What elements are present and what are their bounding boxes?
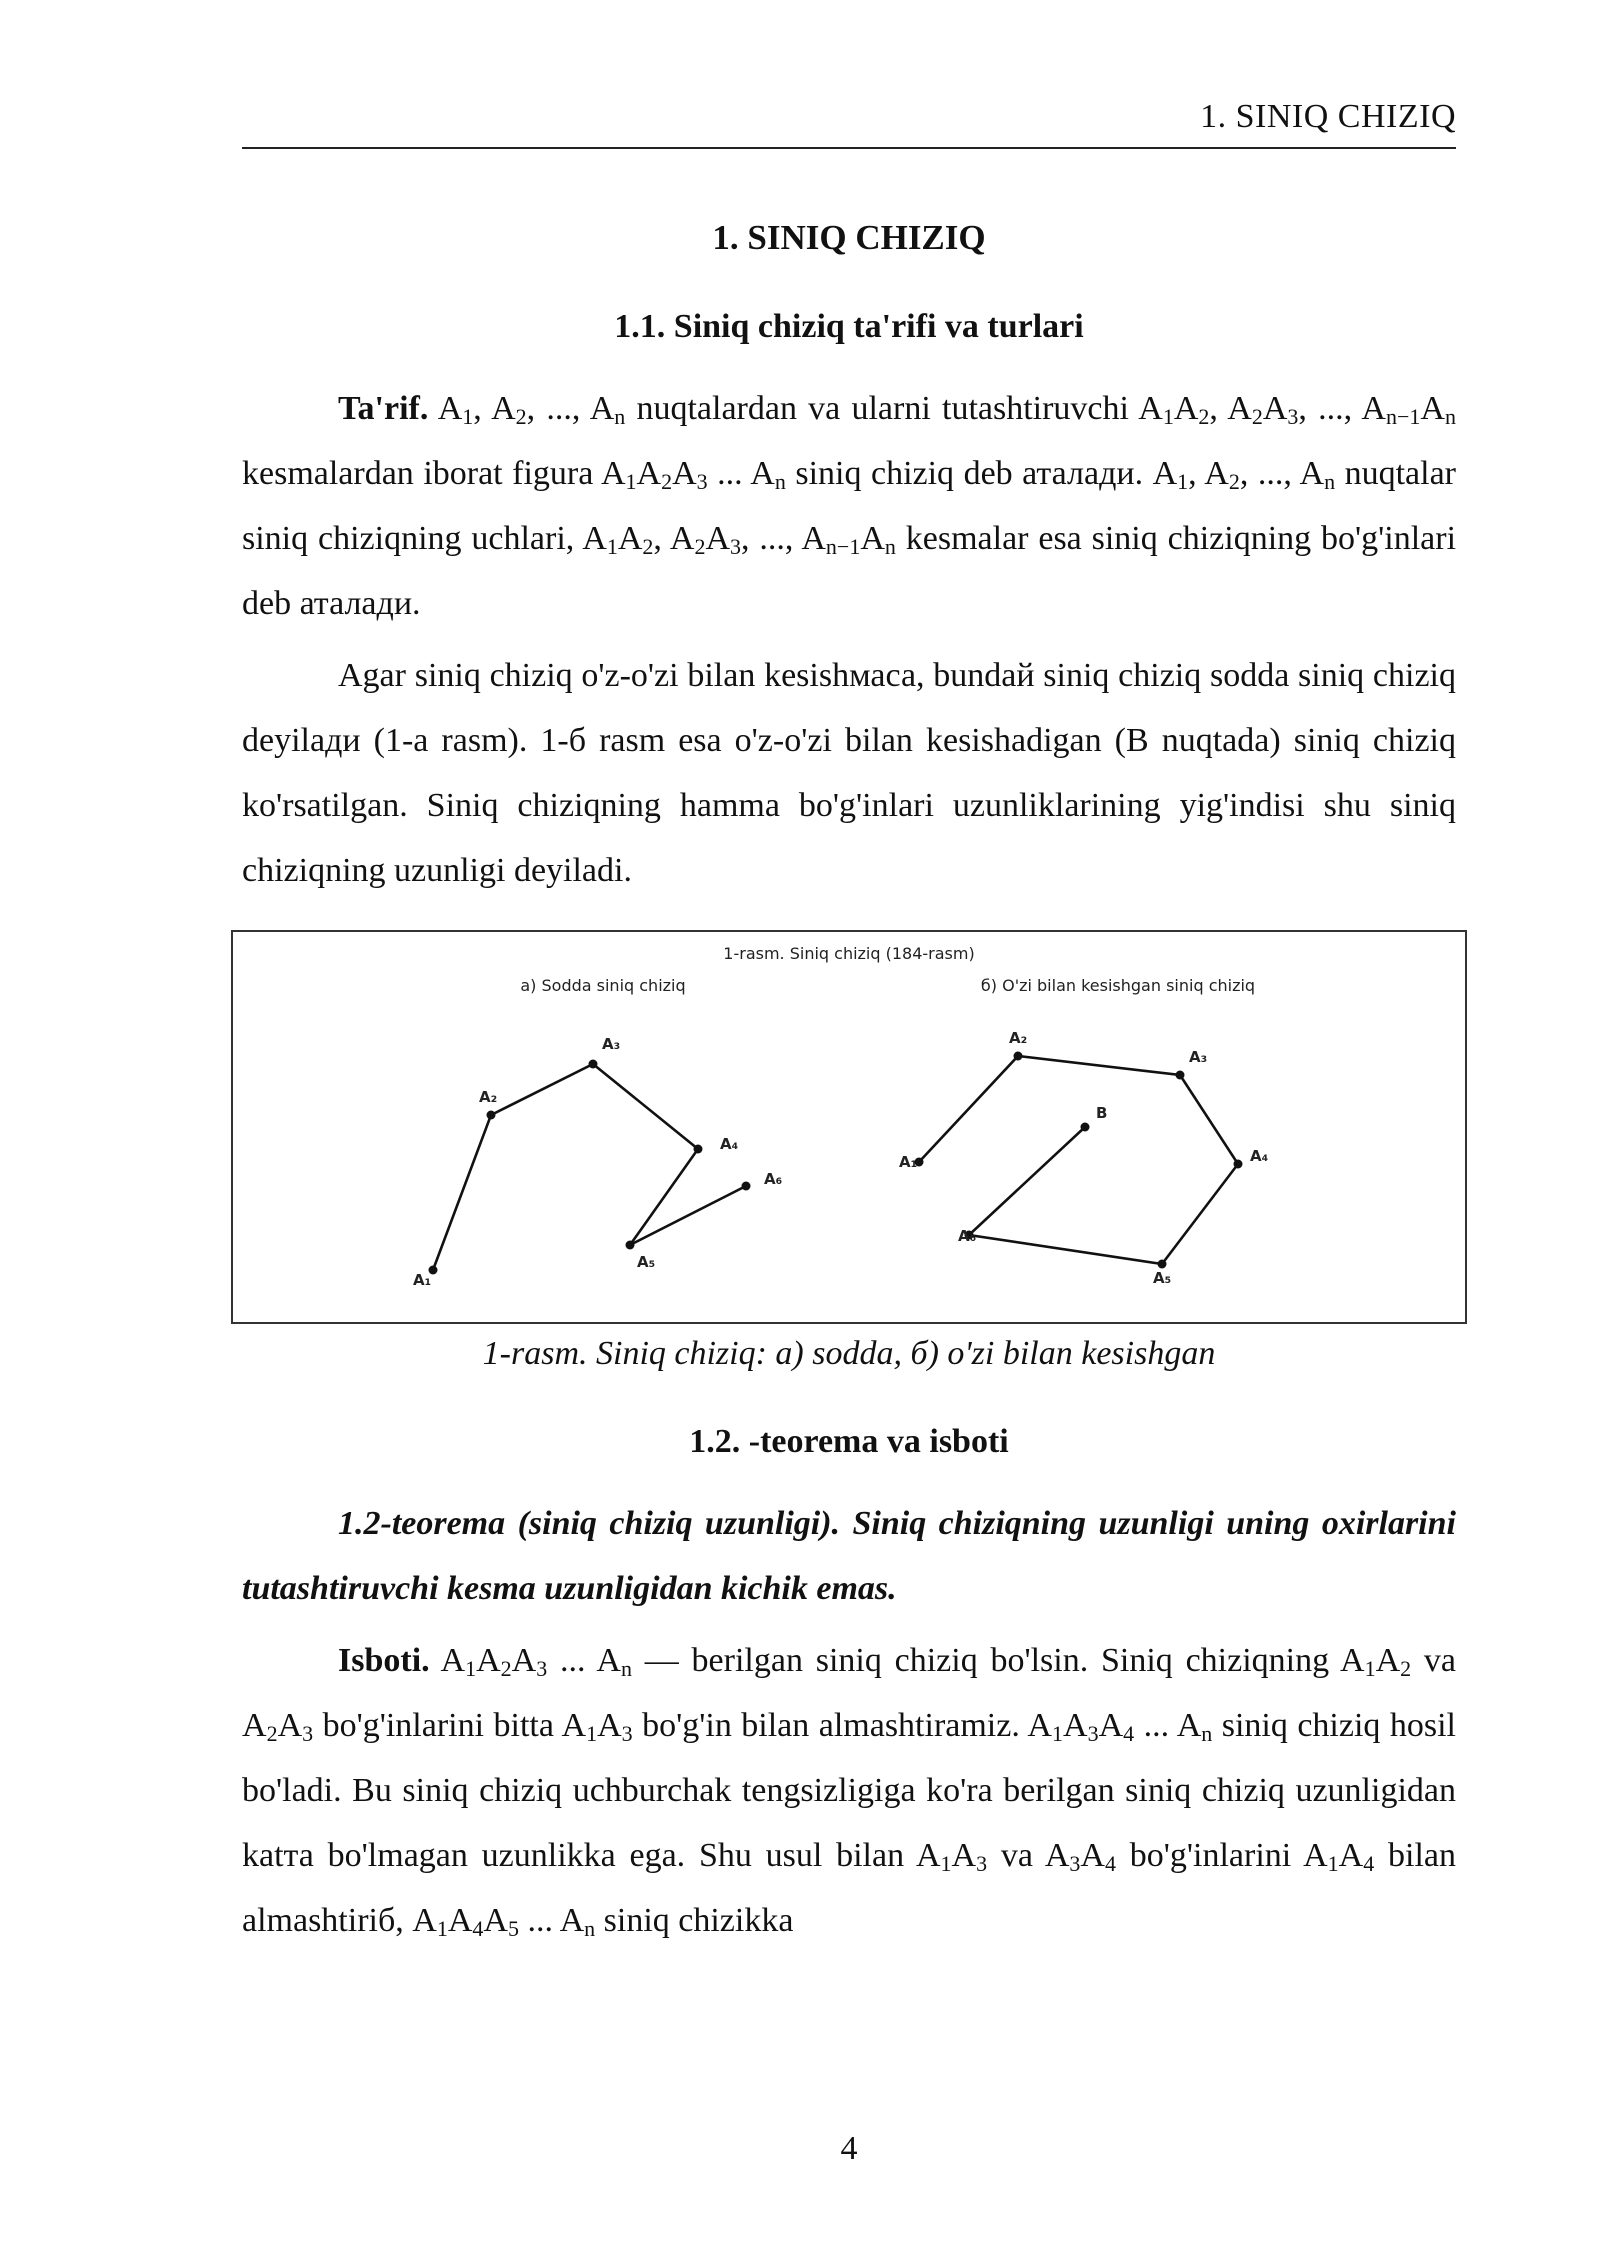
label-a2-right: A₂: [1009, 1029, 1028, 1047]
label-a5-left: A₅: [637, 1253, 656, 1271]
label-a1-left: A₁: [413, 1271, 432, 1289]
figure-right-label: б) O'zi bilan kesishgan siniq chiziq: [980, 976, 1256, 995]
label-a4-left: A₄: [720, 1135, 739, 1153]
label-a1-right: A₁: [899, 1153, 918, 1171]
label-a2-left: A₂: [479, 1088, 498, 1106]
label-a5-right: A₅: [1153, 1269, 1172, 1287]
vertex-a3-right: [1176, 1071, 1185, 1080]
label-b-right: B: [1096, 1104, 1108, 1122]
figure-1-svg: [233, 932, 1465, 1322]
definition-text: $A_1$, $A_2$, ..., $A_n$ nuqtalardan va ularni tutashtiruvchi $A_1A_2$, $A_2A_3$, ..., $A_{n-1}A_n$ kesmalardan iborat figura $A_1A_2A_3$ ... $A_n$ siniq chiziq deb аталади. $A_1$, $A_2$, ..., $A_n$ nuqtalar siniq chiziqning uchlari, $A_1A_2$, $A_2A_3$, ..., $A_{n-1}A_n$ kesmalar esa siniq chiziqning bo'g'inlari deb аталади.: [242, 390, 1457, 622]
vertex-a4-left: [694, 1145, 703, 1154]
vertex-a2-right: [1014, 1052, 1023, 1061]
label-a6-left: A₆: [764, 1170, 783, 1188]
paragraph-2: Agar siniq chiziq o'z-o'zi bilan kesishмаса, bundaй siniq chiziq sodda siniq chiziq deyilади (1-a rasm). 1-б rasm esa o'z-o'zi bilan kesishadigan (B nuqtada) siniq chiziq ko'rsatilgan. Siniq chiziqning hamma bo'g'inlari uzunliklarining yig'indisi shu siniq chiziqning uzunligi deyiladi.: [242, 657, 1456, 889]
vertex-b-right: [1081, 1123, 1090, 1132]
theorem-statement: 1.2-teorema (siniq chiziq uzunligi). Siniq chiziqning uzunligi uning oxirlarini tutashtiruvchi kesma uzunligidan kichik emas.: [242, 1505, 1456, 1607]
header-rule: [242, 147, 1456, 149]
proof-text: $A_1A_2A_3$ ... $A_n$ — berilgan siniq chiziq bo'lsin. Siniq chiziqning $A_1A_2$ va $A_2A_3$ bo'g'inlarini bitta $A_1A_3$ bo'g'in bilan almashtiramiz. $A_1A_3A_4$ ... $A_n$ siniq chiziq hosil bo'ladi. Bu siniq chiziq uchburchak tengsizligiga ko'ra berilgan siniq chiziq uzunligidan katта bo'lmagan uzunlikka ega. Shu usul bilan $A_1A_3$ va $A_3A_4$ bo'g'inlarini $A_1A_4$ bilan almashtiriб, $A_1A_4A_5$ ... $A_n$ siniq chizikka: [242, 1642, 1456, 1941]
section-2-title: 1.2. -teorema va isboti: [689, 1423, 1009, 1460]
definition-paragraph: [242, 376, 1456, 636]
proof-paragraph: [242, 1628, 1456, 1953]
label-a4-right: A₄: [1250, 1147, 1269, 1165]
definition-lead: Ta'rif.: [338, 390, 429, 427]
vertex-a5-right: [1158, 1260, 1167, 1269]
page-number: 4: [840, 2130, 858, 2167]
label-a6-right: A₆: [958, 1227, 977, 1245]
running-header: 1. SINIQ CHIZIQ: [1200, 98, 1456, 135]
proof-lead: Isboti.: [338, 1642, 430, 1679]
vertex-a5-left: [626, 1241, 635, 1250]
figure-caption: 1-rasm. Siniq chiziq: a) sodda, б) o'zi bilan kesishgan: [482, 1335, 1216, 1372]
vertex-a2-left: [487, 1111, 496, 1120]
label-a3-right: A₃: [1189, 1048, 1208, 1066]
vertex-a3-left: [589, 1060, 598, 1069]
vertex-a4-right: [1234, 1160, 1243, 1169]
figure-title: 1-rasm. Siniq chiziq (184-rasm): [723, 944, 975, 963]
figure-left-label: a) Sodda siniq chiziq: [520, 976, 686, 995]
label-a3-left: A₃: [602, 1035, 621, 1053]
simple-polyline-vertices: [429, 1060, 751, 1275]
vertex-a6-left: [742, 1182, 751, 1191]
section-1-title: 1.1. Siniq chiziq ta'rifi va turlari: [614, 308, 1084, 345]
figure-1: [231, 930, 1467, 1324]
chapter-title: 1. SINIQ CHIZIQ: [712, 218, 986, 257]
